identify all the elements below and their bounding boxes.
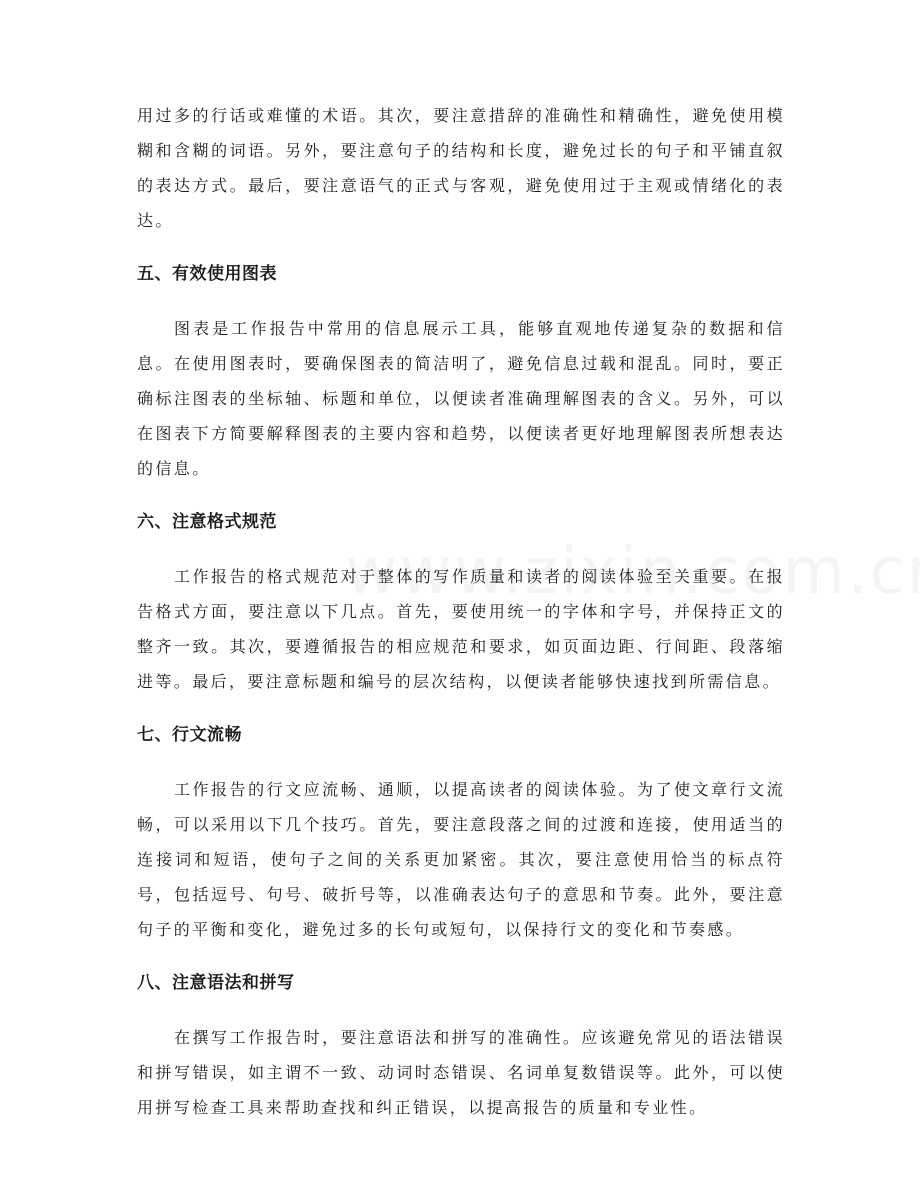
section-body-grammar: 在撰写工作报告时，要注意语法和拼写的准确性。应该避免常见的语法错误和拼写错误，如主谓不一致、动词时态错误、名词单复数错误等。此外，可以使用拼写检查工具来帮助查找和纠正错误，以提高报告的质量和专业性。 bbox=[137, 1028, 785, 1117]
intro-paragraph: 用过多的行话或难懂的术语。其次，要注意措辞的准确性和精确性，避免使用模糊和含糊的词语。另外，要注意句子的结构和长度，避免过长的句子和平铺直叙的表达方式。最后，要注意语气的正式与客观，避免使用过于主观或情绪化的表达。 bbox=[137, 106, 785, 230]
section-heading-format: 六、注意格式规范 bbox=[137, 512, 277, 532]
section-body-format: 工作报告的格式规范对于整体的写作质量和读者的阅读体验至关重要。在报告格式方面，要注意以下几点。首先，要使用统一的字体和字号，并保持正文的整齐一致。其次，要遵循报告的相应规范和要求，如页面边距、行间距、段落缩进等。最后，要注意标题和编号的层次结构，以便读者能够快速找到所需信息。 bbox=[137, 567, 785, 691]
section-heading-charts: 五、有效使用图表 bbox=[137, 264, 277, 284]
section-heading-grammar: 八、注意语法和拼写 bbox=[137, 973, 295, 993]
section-body-charts: 图表是工作报告中常用的信息展示工具，能够直观地传递复杂的数据和信息。在使用图表时，要确保图表的简洁明了，避免信息过载和混乱。同时，要正确标注图表的坐标轴、标题和单位，以便读者准确理解图表的含义。另外，可以在图表下方简要解释图表的主要内容和趋势，以便读者更好地理解图表所想表达的信息。 bbox=[137, 319, 785, 478]
document-page bbox=[137, 98, 785, 1125]
section-heading-fluency: 七、行文流畅 bbox=[137, 725, 242, 745]
section-body-fluency: 工作报告的行文应流畅、通顺，以提高读者的阅读体验。为了使文章行文流畅，可以采用以下几个技巧。首先，要注意段落之间的过渡和连接，使用适当的连接词和短语，使句子之间的关系更加紧密。其次，要注意使用恰当的标点符号，包括逗号、句号、破折号等，以准确表达句子的意思和节奏。此外，要注意句子的平衡和变化，避免过多的长句或短句，以保持行文的变化和节奏感。 bbox=[137, 780, 785, 939]
